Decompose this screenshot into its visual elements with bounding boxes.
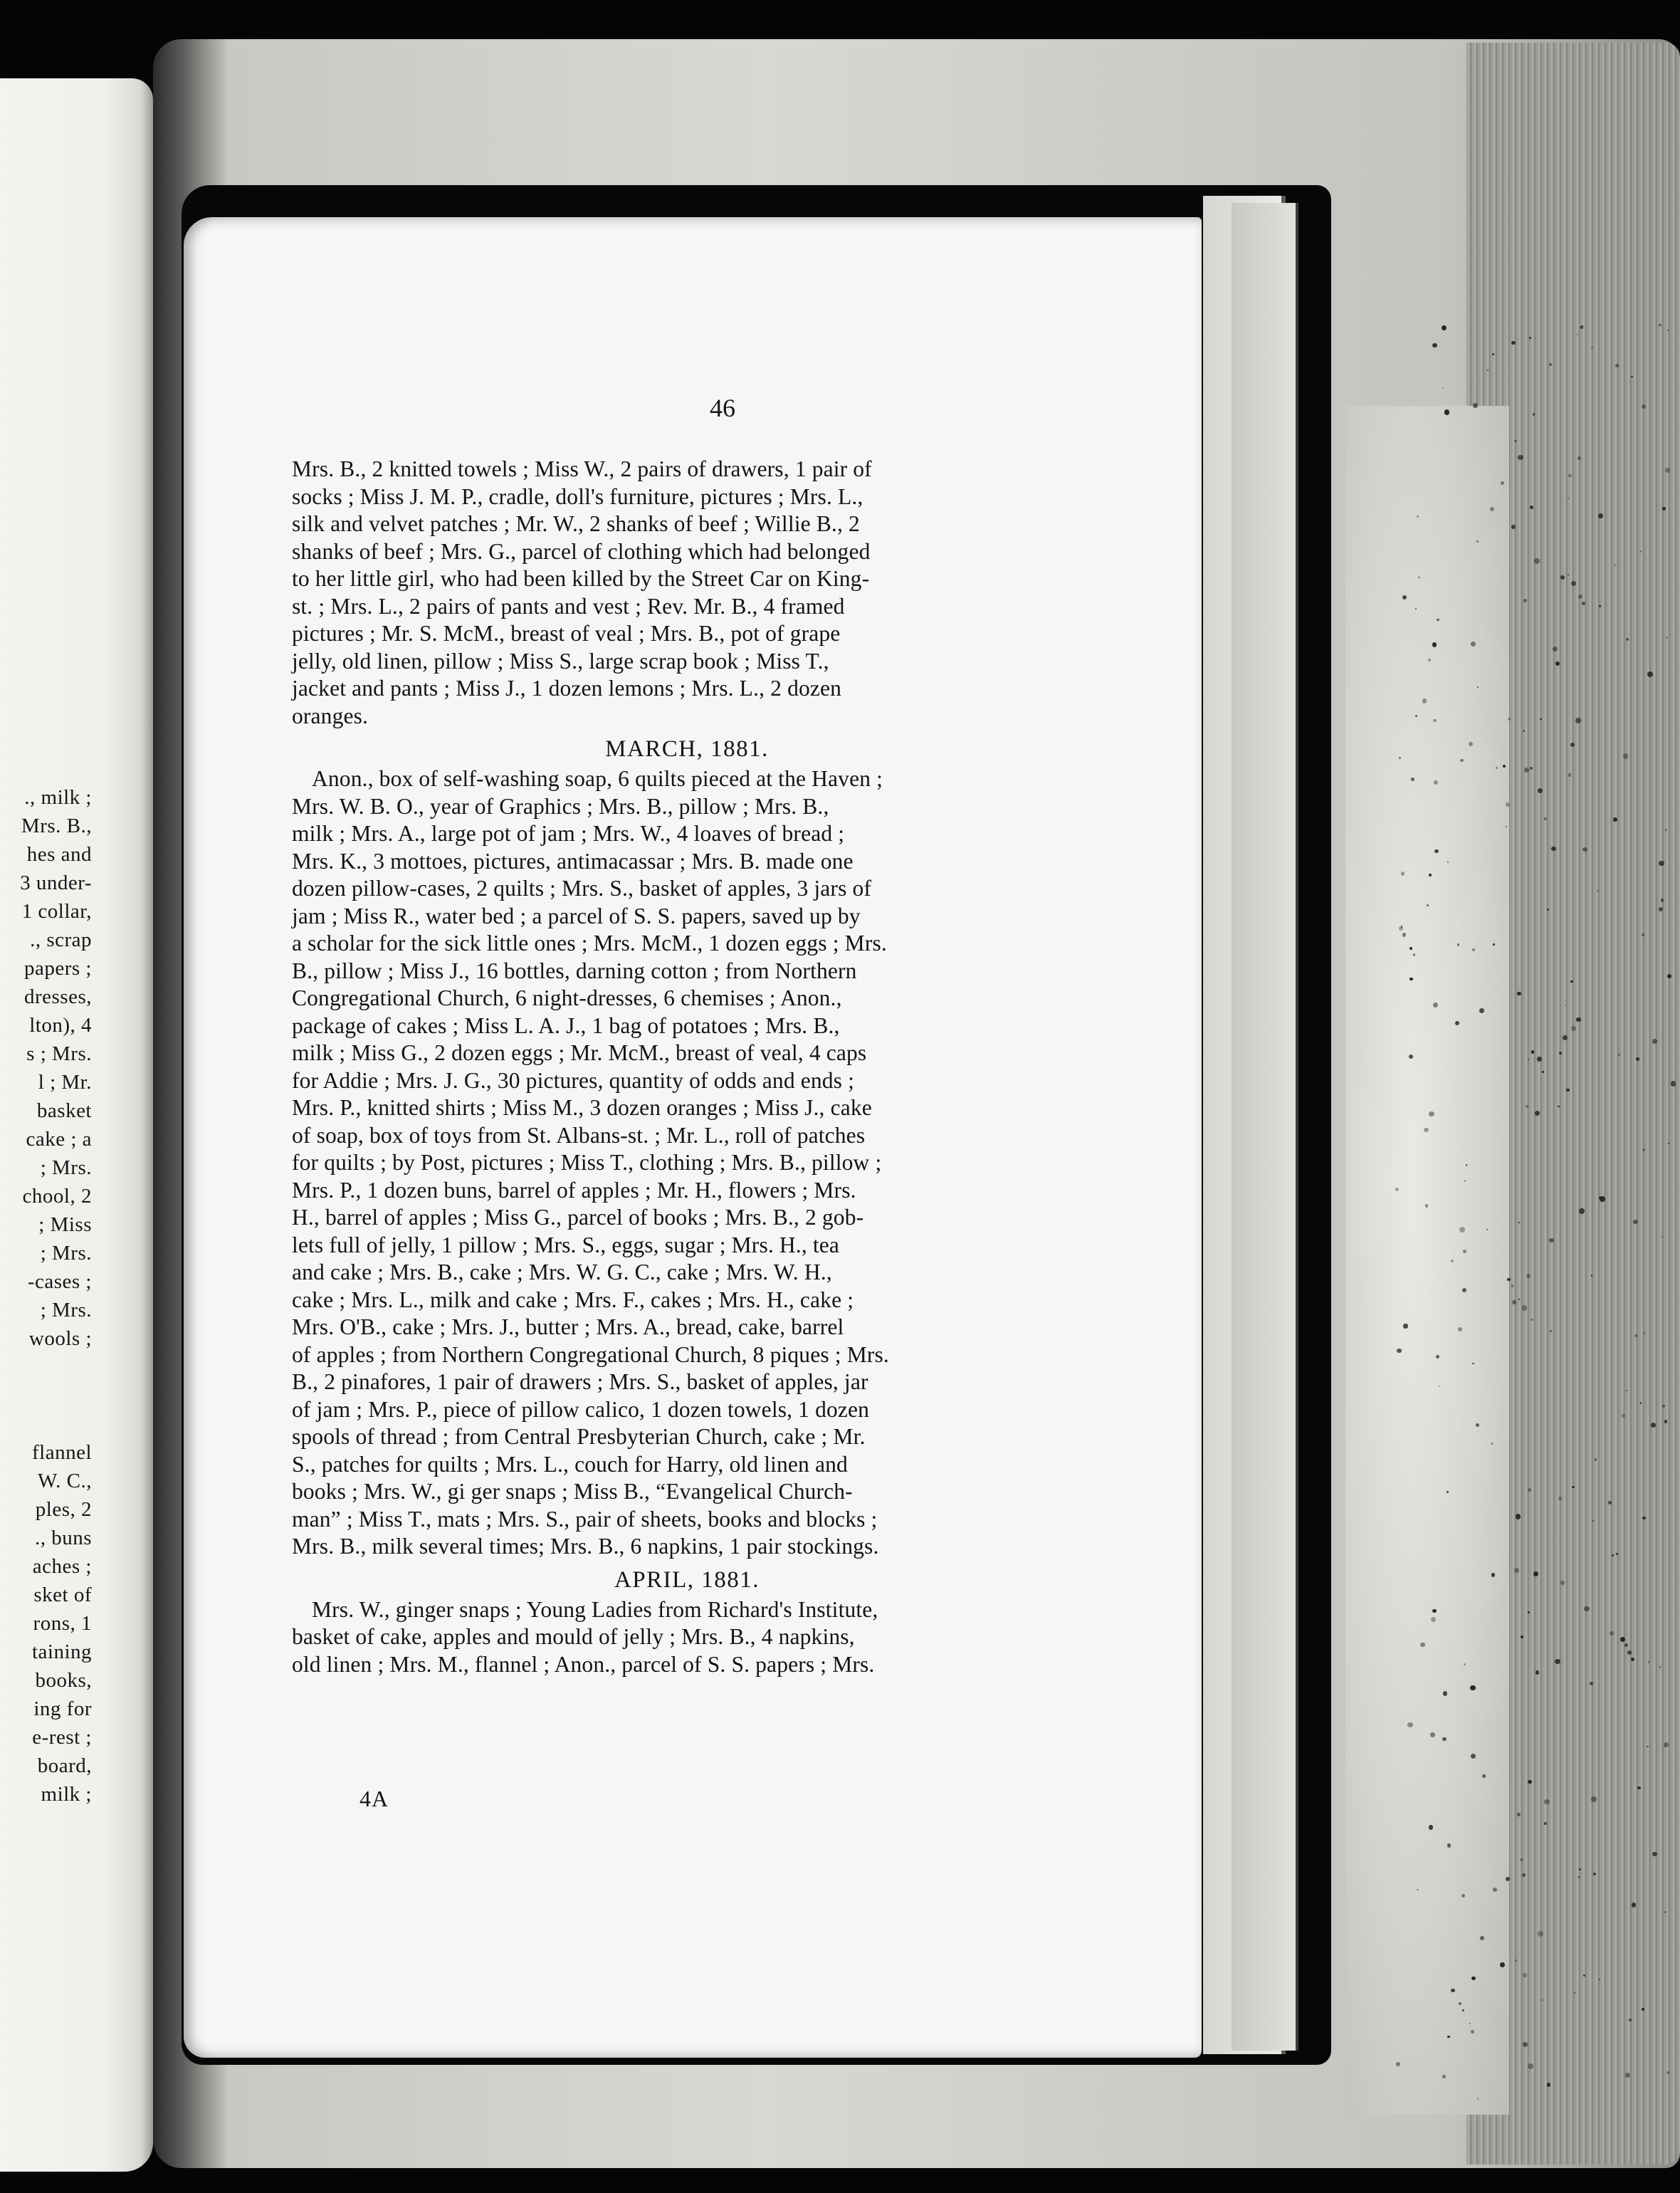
speck (1522, 1305, 1527, 1310)
speck (1462, 1288, 1466, 1292)
speck (1558, 1497, 1562, 1500)
speck (1473, 403, 1478, 408)
speck (1570, 980, 1573, 983)
speck (1651, 1423, 1656, 1428)
speck (1461, 1894, 1465, 1898)
speck (1477, 2098, 1479, 2099)
speck (1434, 849, 1439, 854)
speck (1422, 698, 1427, 703)
speck (1432, 343, 1437, 347)
speck (1480, 1936, 1484, 1940)
speck (1618, 1054, 1620, 1056)
speck (1442, 2075, 1446, 2078)
speck (1455, 1021, 1459, 1025)
speck (1551, 847, 1556, 852)
speck (1591, 347, 1593, 349)
facing-page-line: aches ; (32, 1555, 92, 1578)
speck (1518, 1299, 1520, 1300)
speck (1403, 1324, 1407, 1328)
speck (1537, 1057, 1542, 1062)
speck (1615, 564, 1617, 566)
speck (1633, 1220, 1638, 1225)
speck (1424, 1128, 1429, 1133)
speck (1642, 1148, 1645, 1151)
speck (1642, 933, 1644, 936)
speck (1464, 1180, 1466, 1181)
facing-page (0, 78, 153, 2172)
speck (1506, 802, 1510, 807)
speck (1515, 440, 1517, 442)
facing-page-text-bottom (32, 1438, 92, 1809)
speck (1434, 780, 1438, 785)
speck (1437, 619, 1439, 622)
speck (1666, 637, 1668, 639)
facing-page-line: ; Mrs. (40, 1299, 92, 1321)
facing-page-line: milk ; (41, 1783, 92, 1806)
speck (1432, 1609, 1437, 1613)
speck (1447, 1843, 1451, 1847)
speck (1433, 719, 1437, 723)
facing-page-line: dresses, (23, 985, 92, 1008)
speck (1600, 1196, 1605, 1202)
speck (1531, 1319, 1533, 1321)
speck (1615, 364, 1619, 367)
speck (1397, 1349, 1402, 1354)
april-heading: APRIL, 1881. (614, 1566, 760, 1593)
facing-page-line: taining (31, 1640, 92, 1663)
facing-page-line: lton), 4 (29, 1014, 92, 1037)
speck (1472, 1363, 1474, 1365)
facing-page-line: rons, 1 (33, 1612, 92, 1635)
speck (1479, 1008, 1484, 1013)
speck (1514, 1568, 1519, 1573)
speck (1506, 826, 1507, 827)
speck (1550, 1330, 1552, 1332)
speck (1661, 899, 1664, 902)
facing-page-line: ples, 2 (35, 1498, 92, 1521)
speck (1665, 829, 1667, 831)
speck (1507, 1278, 1510, 1281)
speck (1417, 515, 1419, 518)
facing-page-line: ., scrap (30, 928, 92, 951)
speck (1576, 1017, 1581, 1022)
page-text (292, 456, 1082, 1678)
speck (1471, 2030, 1474, 2034)
speck (1533, 1571, 1538, 1576)
speck (1616, 1553, 1618, 1555)
facing-page-line: books, (35, 1669, 92, 1692)
speck (1555, 1659, 1560, 1664)
speck (1427, 904, 1429, 906)
facing-page-line: ; Mrs. (40, 1156, 92, 1179)
speck (1460, 759, 1463, 762)
speck (1428, 659, 1431, 661)
speck (1625, 2073, 1630, 2078)
speck (1511, 525, 1515, 528)
speck (1395, 1188, 1399, 1191)
speck (1457, 943, 1459, 946)
speck (1626, 638, 1629, 641)
speck (1597, 890, 1598, 891)
speck (1627, 1650, 1632, 1655)
speck (1512, 1300, 1516, 1304)
speck (1442, 1737, 1446, 1741)
underlying-page-2 (1232, 203, 1298, 2051)
facing-page-line: -cases ; (27, 1270, 92, 1293)
march-heading: MARCH, 1881. (605, 736, 769, 762)
speck (1433, 1003, 1438, 1007)
speck (1515, 1959, 1517, 1962)
facing-page-line: 1 collar, (21, 900, 92, 923)
speck (1620, 1637, 1626, 1643)
speck (1659, 861, 1664, 866)
speck (1640, 550, 1642, 553)
facing-page-line: e-rest ; (32, 1726, 92, 1749)
speck (1523, 1973, 1527, 1977)
speck (1396, 2062, 1400, 2066)
illustration-plate (1345, 406, 1509, 2115)
facing-page-line: flannel (31, 1441, 92, 1464)
opening-paragraph: Mrs. B., 2 knitted towels ; Miss W., 2 pairs of drawers, 1 pair of socks ; Miss J. M. P., cradle, doll's furniture, pictures ; Mrs. L., silk and velvet patches ; Mr. W., 2 shanks of beef ; Willie B., 2 shanks of beef ; Mrs. G., parcel of clothing which had belonged to her little girl, who had been killed by the Street Car on King- st. ; Mrs. L., 2 pairs of pants and vest ; Rev. Mr. B., 4 framed pictures ; Mr. S. McM., breast of veal ; Mrs. B., pot of grape jelly, old linen, pillow ; Miss S., large scrap book ; Miss T., jacket and pants ; Miss J., 1 dozen lemons ; Mrs. L., 2 dozen oranges. (292, 456, 872, 728)
speck (1644, 1332, 1646, 1334)
speck (1544, 1799, 1549, 1804)
speck (1530, 506, 1533, 509)
speck (1568, 574, 1569, 575)
speck (1634, 1334, 1637, 1337)
speck (1652, 1039, 1657, 1044)
speck (1493, 943, 1494, 945)
speck (1472, 948, 1475, 951)
speck (1444, 409, 1450, 415)
speck (1491, 1443, 1493, 1445)
speck (1429, 1825, 1434, 1830)
speck (1563, 1035, 1568, 1040)
speck (1642, 404, 1646, 409)
facing-page-line: cake ; a (26, 1128, 92, 1151)
speck (1500, 1962, 1505, 1967)
speck (1413, 953, 1415, 956)
march-paragraph: Anon., box of self-washing soap, 6 quilts pieced at the Haven ; Mrs. W. B. O., year of Graphics ; Mrs. B., pillow ; Mrs. B., milk ; Mrs. A., large pot of jam ; Mrs. W., 4 loaves of bread ; Mrs. K., 3 mottoes, pictures, antimacassar ; Mrs. B. made one dozen pillow-cases, 2 quilts ; Mrs. S., basket of apples, 3 jars of jam ; Miss R., water bed ; a parcel of S. S. papers, saved up by a scholar for the sick little ones ; Mrs. McM., 1 dozen eggs ; Mrs. B., pillow ; Miss J., 16 bottles, darning cotton ; from Northern Congregational Church, 6 night-dresses, 6 chemises ; Anon., package of cakes ; Miss L. A. J., 1 bag of potatoes ; Mrs. B., milk ; Miss G., 2 dozen eggs ; Mr. McM., breast of veal, 4 caps for Addie ; Mrs. J. G., 30 pictures, quantity of odds and ends ; Mrs. P., knitted shirts ; Miss M., 3 dozen oranges ; Miss J., cake of soap, box of toys from St. Albans-st. ; Mr. L., roll of patches for quilts ; by Post, pictures ; Miss T., clothing ; Mrs. B., pillow ; Mrs. P., 1 dozen buns, barrel of apples ; Mr. H., flowers ; Mrs. H., barrel of apples ; Miss G., parcel of books ; Mrs. B., 2 gob- lets full of jelly, 1 pillow ; Mrs. S., eggs, sugar ; Mrs. H., tea and cake ; Mrs. B., cake ; Mrs. W. G. C., cake ; Mrs. W. H., cake ; Mrs. L., milk and cake ; Mrs. F., cakes ; Mrs. H., cake ; Mrs. O'B., cake ; Mrs. J., butter ; Mrs. A., bread, cake, barrel of apples ; from Northern Congregational Church, 8 piques ; Mrs. B., 2 pinafores, 1 pair of drawers ; Mrs. S., basket of apples, jar of jam ; Mrs. P., piece of pillow calico, 1 dozen towels, 1 dozen spools of thread ; from Central Presbyterian Church, cake ; Mr. S., patches for quilts ; Mrs. L., couch for Harry, old linen and books ; Mrs. W., gi ger snaps ; Miss B., “Evangelical Church- man” ; Miss T., mats ; Mrs. S., pair of sheets, books and blocks ; Mrs. B., milk several times; Mrs. B., 6 napkins, 1 pair stockings. (292, 766, 889, 1559)
speck (1411, 778, 1414, 781)
facing-page-line: s ; Mrs. (26, 1042, 92, 1065)
speck (1579, 1208, 1584, 1213)
speck (1534, 558, 1539, 563)
speck (1544, 1822, 1547, 1825)
facing-page-line: board, (37, 1754, 92, 1777)
speck (1496, 767, 1498, 769)
facing-page-line: l ; Mr. (38, 1071, 92, 1094)
speck (1528, 1780, 1531, 1784)
speck (1542, 1071, 1544, 1073)
speck (1458, 1327, 1462, 1331)
speck (1647, 671, 1653, 677)
speck (1420, 1643, 1424, 1647)
speck (1443, 1691, 1448, 1696)
speck (1429, 1111, 1434, 1117)
speck (1559, 1052, 1562, 1054)
speck (1560, 1581, 1565, 1585)
facing-page-line: wools ; (28, 1327, 92, 1350)
speck (1636, 1057, 1639, 1060)
speck (1526, 1274, 1531, 1278)
speck (1568, 474, 1571, 477)
speck (1425, 1204, 1429, 1208)
speck (1517, 992, 1521, 995)
facing-page-text-top (20, 783, 92, 1353)
speck (1451, 1260, 1454, 1262)
speck (1591, 1796, 1597, 1802)
speck (1431, 1617, 1436, 1622)
speck (1577, 1876, 1580, 1878)
speck (1470, 1685, 1475, 1690)
speck (1555, 661, 1560, 666)
speck (1538, 788, 1543, 793)
facing-page-line: ing for (33, 1697, 92, 1720)
signature-mark: 4A (359, 1786, 389, 1811)
speck (1553, 647, 1558, 651)
speck (1671, 1081, 1676, 1087)
speck (1464, 1663, 1466, 1665)
speck (1572, 1486, 1574, 1488)
facing-page-line: 3 under- (20, 872, 92, 894)
speck (1511, 341, 1515, 345)
speck (1584, 1606, 1589, 1611)
speck (1538, 1931, 1543, 1937)
speck (1432, 642, 1437, 647)
speck (1528, 2063, 1533, 2068)
speck (1664, 1911, 1666, 1913)
speck (1409, 1054, 1413, 1059)
facing-page-line: sket of (33, 1584, 92, 1606)
speck (1523, 2042, 1528, 2047)
speck (1490, 507, 1494, 511)
speck (1582, 847, 1587, 852)
speck (1566, 1089, 1570, 1092)
page-number: 46 (710, 394, 735, 422)
speck (1402, 933, 1406, 936)
speck (1524, 768, 1529, 773)
speck (1533, 413, 1535, 416)
speck (1599, 605, 1601, 607)
facing-page-line: chool, 2 (22, 1185, 92, 1208)
speck (1662, 1405, 1665, 1408)
speck (1666, 2071, 1669, 2074)
speck (1491, 1573, 1495, 1576)
speck (1659, 1666, 1661, 1668)
speck (1482, 1774, 1486, 1778)
speck (1598, 513, 1603, 518)
facing-page-line: ., buns (34, 1527, 92, 1549)
speck (1622, 1414, 1625, 1418)
speck (1637, 1786, 1640, 1789)
speck (1447, 2036, 1449, 2038)
speck (1549, 1238, 1554, 1243)
speck (1531, 1050, 1535, 1054)
speck (1407, 1722, 1413, 1728)
facing-page-line: hes and (26, 843, 92, 866)
speck (1659, 907, 1663, 911)
speck (1518, 455, 1523, 461)
facing-page-line: W. C., (37, 1470, 92, 1492)
speck (1590, 1682, 1593, 1685)
facing-page-line: ; Mrs. (40, 1242, 92, 1265)
speck (1631, 376, 1632, 377)
speck (1517, 1813, 1521, 1816)
facing-page-line: ; Miss (38, 1213, 92, 1236)
speck (1409, 947, 1412, 950)
april-paragraph: Mrs. W., ginger snaps ; Young Ladies from Richard's Institute, basket of cake, apples and mould of jelly ; Mrs. B., 4 napkins, old linen ; Mrs. M., flannel ; Anon., parcel of S. S. papers ; Mrs. (292, 1596, 878, 1677)
speck (1595, 1458, 1597, 1461)
facing-page-line: ., milk ; (24, 786, 92, 809)
speck (1476, 540, 1479, 543)
speck (1642, 1517, 1645, 1519)
facing-page-line: basket (36, 1099, 92, 1122)
facing-page-line: Mrs. B., (21, 815, 92, 837)
speck (1668, 1143, 1669, 1144)
speck (1493, 1888, 1497, 1892)
facing-page-line: papers ; (24, 957, 92, 980)
speck (1511, 1284, 1513, 1287)
speck (1399, 757, 1401, 759)
speck (1547, 2083, 1551, 2087)
speck (1417, 1889, 1418, 1890)
